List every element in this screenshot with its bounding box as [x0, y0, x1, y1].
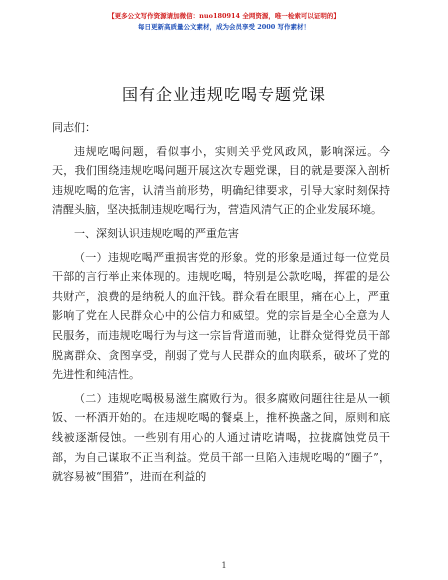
- body-paragraph: （一）违规吃喝严重损害党的形象。党的形象是通过每一位党员干部的言行举止来体现的。违规吃喝，特别是公款吃喝，挥霍的是公共财产，浪费的是纳税人的血汗钱。群众看在眼里，痛在心上，严重影响了党在人民群众心中的公信力和威望。党的宗旨是全心全意为人民服务，而违规吃喝行为与这一宗旨背道而驰，让群众觉得党员干部脱离群众、贪图享受，削弱了党与人民群众的血肉联系，破坏了党的先进性和纯洁性。: [52, 250, 390, 382]
- header-promo-line2: 每日更新高质量公文素材，成为会员享受 2000 写作素材！: [137, 23, 311, 31]
- body-paragraph: （二）违规吃喝极易滋生腐败行为。很多腐败问题往往是从一顿饭、一杯酒开始的。在违规吃喝的餐桌上，推杯换盏之间，原则和底线被逐渐侵蚀。一些别有用心的人通过请吃请喝，拉拢腐蚀党员干部，为自己谋取不正当利益。党员干部一旦陷入违规吃喝的“圈子”，就容易被“围猎”，进而在利益的: [52, 391, 390, 484]
- page-number: 1: [221, 561, 227, 570]
- document-body: [52, 118, 390, 487]
- header-promo-line1: 【更多公文写作资源请加微信：nuo180914 全网资源，唯一检索可以证明的】: [108, 12, 340, 20]
- document-title: 国有企业违规吃喝专题党课: [121, 85, 326, 104]
- intro-paragraph: 违规吃喝问题，看似事小，实则关乎党风政风，影响深远。今天，我们围绕违规吃喝问题开展这次专题党课，目的就是要深入剖析违规吃喝的危害，认清当前形势，明确纪律要求，引导大家时刻保持清醒头脑，坚决抵制违规吃喝行为，营造风清气正的企业发展环境。: [52, 144, 390, 217]
- section-heading: 一、深刻认识违规吃喝的严重危害: [74, 226, 239, 240]
- salutation: 同志们：: [52, 121, 96, 134]
